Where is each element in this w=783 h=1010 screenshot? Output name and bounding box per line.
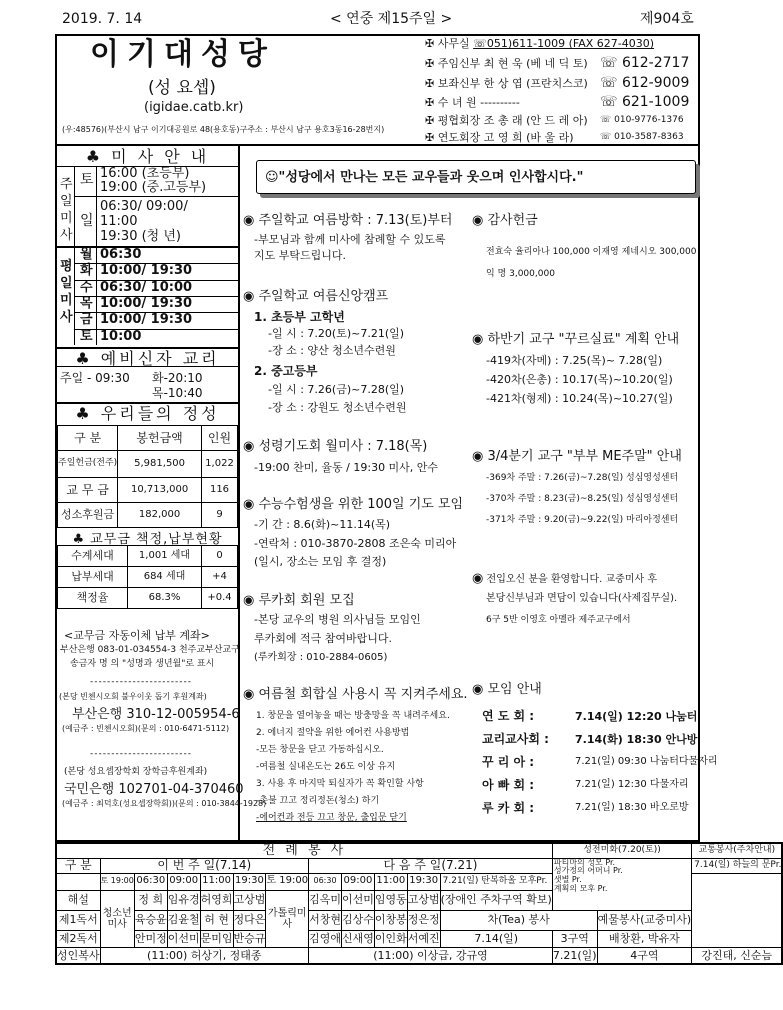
notice-line: -기 간 : 8.6(화)~11.14(목) (254, 518, 391, 531)
cross-icon: ✠ (425, 37, 435, 50)
meeting-name: 아 빠 회 : (482, 778, 535, 792)
bullet-icon: ◉ (243, 593, 255, 608)
bullet-icon: ◉ (472, 449, 484, 464)
cleaning-list: 파티마의 성모 Pr. 성가정의 어머니 Pr. 샛별 Pr. 계획의 모후 Pr. (552, 858, 691, 910)
contact-memorial-phone: ☏ 010-3587-8363 (600, 132, 684, 142)
next-youth-mass-label: 가톨릭미사 (266, 890, 309, 947)
contact-council: ✠ 평협회장 조 총 래 (안 드 레 아) (425, 114, 588, 127)
weekday-label: 목 (80, 295, 93, 311)
weekday-label: 화 (80, 263, 93, 279)
notice-title: ◉ 루카회 회원 모집 (243, 593, 355, 608)
notice-line: 1. 창문을 열어놓을 때는 방충망을 꼭 내려주세요. (256, 711, 450, 721)
cross-icon: ✠ (425, 96, 435, 109)
sun-label: 일 (80, 213, 94, 229)
weekday-mass-time: 10:00 (100, 328, 142, 344)
notice-line: (루카회장 : 010-2884-0605) (254, 652, 388, 663)
next-week-header: 다 음 주 일(7.21) (309, 858, 553, 873)
offering-header: ♣ 우리들의 정성 (57, 402, 238, 424)
notice-title: ◉ 감사헌금 (472, 213, 538, 228)
notice-subtitle: 2. 중고등부 (254, 364, 318, 378)
contact-council-phone: ☏ 010-9776-1376 (600, 115, 684, 125)
greeting-banner (256, 160, 696, 194)
notice-line: 2. 에너지 절약을 위한 에어컨 사용방법 (256, 728, 410, 738)
notice-line: -370차 주말 : 8.23(금)~8.25(일) 성심영성센터 (486, 494, 679, 504)
catechumen-header: ♣ 예비신자 교리 (57, 347, 238, 367)
notice-line: -본당 교우의 병원 의사님들 모임인 (254, 613, 421, 626)
meeting-name: 교리교사회 : (482, 732, 549, 746)
table-row: 납부세대 684 세대 +4 (58, 567, 238, 588)
notice-line: -371차 주말 : 9.20(금)~9.22(일) 마리아정센터 (486, 515, 679, 525)
mass-guide-header: ♣ 미 사 안 내 (57, 147, 238, 167)
weekday-mass-time: 10:00/ 19:30 (100, 312, 193, 328)
notice-title: ◉ 하반기 교구 "꾸르실료" 계획 안내 (472, 332, 680, 347)
notice-title: ◉ 전입오신 분을 환영합니다. 교중미사 후 (472, 571, 657, 586)
weekday-label: 토 (80, 328, 93, 344)
autopay-title: <교무금 자동이체 납부 계좌> (64, 629, 210, 642)
bullet-icon: ◉ (472, 682, 484, 697)
notice-line: 루카회에 적극 참여바랍니다. (254, 632, 393, 645)
issue-date: 2019. 7. 14 (62, 11, 143, 27)
notice-title: ◉ 주일학교 여름신앙캠프 (243, 289, 389, 304)
notice-title: ◉ 여름철 회합실 사용시 꼭 지켜주세요. (243, 687, 468, 702)
notice-line: -모든 창문을 닫고 가동하십시오. (256, 745, 384, 755)
bullet-icon: ◉ (243, 687, 255, 702)
weekday-label: 월 (80, 247, 93, 262)
contact-office: ✠ 사무실 ☏051)611-1009 (FAX 627-4030) (425, 37, 655, 50)
club-icon: ♣ (75, 404, 93, 423)
notice-line: -420차(은총) : 10.17(목)~10.20(일) (486, 373, 673, 386)
cross-icon: ✠ (425, 77, 435, 90)
bullet-icon: ◉ (472, 571, 484, 586)
contact-assistant-phone: ☏ 612-9009 (600, 75, 690, 91)
greeting-text: ☺"성당에서 만나는 모든 교우들과 웃으며 인사합시다." (265, 170, 584, 185)
notice-line: -일 시 : 7.20(토)~7.21(일) (268, 327, 405, 340)
meeting-name: 루 카 회 : (482, 801, 535, 815)
bullet-icon: ◉ (243, 289, 255, 304)
notice-title: ◉ 3/4분기 교구 "부부 ME주말" 안내 (472, 449, 682, 464)
this-week-header: 이 번 주 일(7.14) (100, 858, 309, 873)
contact-convent: ✠ 수 녀 원 ---------- (425, 96, 520, 109)
notice-title: ◉ 모임 안내 (472, 682, 542, 697)
scholarship-note: (예금주 : 최덕호(성요셉장학회))(문의 : 010-3844-1928) (62, 799, 267, 808)
table-row: 책정율 68.3% +0.4 (58, 588, 238, 609)
table-row: 성소후원금 182,000 9 (58, 503, 238, 528)
catechumen-time: 목-10:40 (152, 386, 203, 400)
notice-line: -부모님과 함께 미사에 참례할 수 있도록 (254, 233, 446, 246)
traffic-row: 7.21(일) 탄복하올 모후Pr. (440, 873, 552, 890)
sat-mass-time: 19:00 (중.고등부) (100, 180, 207, 195)
notice-subtitle: 1. 초등부 고학년 (254, 310, 345, 324)
notice-line: 지도 부탁드립니다. (254, 249, 347, 262)
weekday-label: 수 (80, 279, 93, 295)
traffic-row: 7.14(일) 하늘의 문Pr. (692, 858, 783, 873)
sun-mass-time: 11:00 (100, 214, 138, 229)
notice-line: 6구 5반 이영호 아멜라 제주교구에서 (486, 615, 631, 625)
autopay-note: 송금자 명 의 "성명과 생년월"로 표시 (70, 659, 215, 669)
table-row: 교 무 금 10,713,000 116 (58, 478, 238, 503)
cross-icon: ✠ (425, 114, 435, 127)
catechumen-time: 화-20:10 (152, 371, 203, 385)
bullet-icon: ◉ (243, 213, 255, 228)
scholarship-account: 국민은행 102701-04-370460 (64, 782, 244, 797)
sunday-mass-label: 주일미사 (60, 177, 73, 243)
notice-line: -19:00 찬미, 율동 / 19:30 미사, 안수 (254, 461, 439, 474)
club-icon: ♣ (85, 147, 104, 166)
sat-mass-time: 16:00 (초등부) (100, 166, 190, 181)
notice-line: -장 소 : 강원도 청소년수련원 (268, 401, 407, 414)
bullet-icon: ◉ (472, 332, 484, 347)
table-row: 수계세대 1,001 세대 0 (58, 546, 238, 567)
vincent-note: (예금주 : 빈첸시오회)(문의 : 010-6471-5112) (62, 724, 230, 733)
meeting-detail: 7.14(화) 18:30 안나방 (575, 733, 698, 746)
weekday-mass-time: 10:00/ 19:30 (100, 295, 193, 311)
notice-line: -일 시 : 7.26(금)~7.28(일) (268, 383, 405, 396)
contact-convent-phone: ☏ 621-1009 (600, 94, 690, 110)
cross-icon: ✠ (425, 57, 435, 70)
meeting-detail: 7.21(일) 09:30 나눔터다물자리 (575, 756, 718, 767)
bullet-icon: ◉ (472, 213, 484, 228)
notice-line: 3. 사용 후 마지막 퇴실자가 꼭 확인할 사항 (256, 779, 424, 789)
notice-line: 익 명 3,000,000 (486, 269, 555, 279)
sun-mass-time: 19:30 (청 년) (100, 229, 181, 244)
notice-title: ◉ 수능수험생을 위한 100일 기도 모임 (243, 497, 464, 512)
meeting-detail: 7.21(일) 18:30 바오로방 (575, 802, 689, 813)
bullet-icon: ◉ (243, 439, 255, 454)
sun-mass-time: 06:30/ 09:00/ (100, 199, 188, 214)
club-icon: ♣ (75, 349, 93, 368)
notice-line: -연락처 : 010-3870-2808 조은숙 미리아 (254, 537, 457, 550)
sat-label: 토 (80, 172, 94, 188)
dues-header: ♣ 교무금 책정,납부현황 (72, 532, 223, 547)
notice-line: -421차(형제) : 10.24(목)~10.27(일) (486, 392, 673, 405)
table-row: 주일헌금(전주) 5,981,500 1,022 (58, 451, 238, 478)
notice-line: -419차(자메) : 7.25(목)~ 7.28(일) (486, 354, 663, 367)
offering-table: 구 분 봉헌금액 인원 주일헌금(전주) 5,981,500 1,022 교 무 금 10,713,000 116 성소후원금 182,000 9 (57, 425, 238, 528)
catechumen-time: 주일 - 09:30 (60, 371, 130, 385)
contact-assistant: ✠ 보좌신부 한 상 엽 (프란치스코) (425, 77, 588, 90)
weekday-label: 금 (80, 312, 93, 328)
notice-line: -장 소 : 양산 청소년수련원 (268, 344, 396, 357)
meeting-detail: 7.14(일) 12:20 나눔터 (575, 710, 698, 723)
weekday-mass-label: 평일미사 (60, 259, 73, 325)
notice-line: -촛불 끄고 정리정돈(청소) 하기 (256, 796, 380, 806)
weekday-mass-time: 06:30 (100, 247, 142, 262)
bullet-icon: ◉ (243, 497, 255, 512)
contact-pastor: ✠ 주임신부 최 현 욱 (베 네 딕 토) (425, 57, 588, 70)
youth-mass-label: 청소년미사 (100, 890, 134, 947)
tea-title: 차(Tea) 봉사 (440, 910, 597, 930)
altar-server-label: 성인복사 (56, 947, 100, 964)
vincent-account: 부산은행 310-12-005954-6 (72, 707, 240, 722)
notice-line: -여름철 실내온도는 26도 이상 유지 (256, 762, 396, 772)
notice-line: -369차 주말 : 7.26(금)~7.28(일) 성심영성센터 (486, 473, 679, 483)
scholarship-account-title: (본당 성요셉장학회 장학금후원계좌) (64, 767, 208, 777)
traffic-title: 교통봉사(주차안내) (692, 843, 783, 858)
weekday-mass-time: 10:00/ 19:30 (100, 263, 193, 279)
notice-line: 본당신부님과 면담이 있습니다(사제집무실). (486, 593, 678, 604)
autopay-account: 부산은행 083-01-034554-3 천주교부산교구 (60, 645, 240, 655)
disabled-parking-note: (장애인 주차구역 확보) (440, 890, 552, 910)
service-title: 전 례 봉 사 (56, 843, 552, 858)
issue-number: 제904호 (640, 11, 694, 27)
meeting-detail: 7.21(일) 12:30 다물자리 (575, 779, 689, 790)
cleaning-title: 성전미화(7.20(토)) (552, 843, 691, 858)
club-icon: ♣ (72, 532, 86, 547)
parish-patron: (성 요셉) (148, 78, 216, 98)
notice-line: -에어컨과 전등 끄고 창문, 출입문 닫기 (256, 813, 407, 823)
contact-pastor-phone: ☏ 612-2717 (600, 55, 690, 71)
parish-name: 이기대성당 (90, 37, 275, 72)
service-table: 전 례 봉 사 성전미화(7.20(토)) 교통봉사(주차안내) 구 분 이 번 주 일(7.14) 다 음 주 일(7.21) 파티마의 성모 Pr. 성가정의 어머니 Pr. 샛별 Pr. 계획의 모후 Pr. 7.14(일) 하늘의 문Pr. 토 19:00 06:30 09:00 11:00 19:30 토 19:00 06:30 09:00 11:00 19:30 7.21(일) 탄복하올 모후Pr. 해설 청소년미사 정 희 임유경 허영희 고상범 가톨릭미사 김옥미 이선미 임영동 고상범 (장애인 주차구역 확보) 제1독서 육승윤 김윤철 허 현 정다은 서창현 김상수 이창봉 정은정 차(Tea) 봉사 예물봉사(교중미사) 제2독서 안미정 이선미 문미임 반승규 김영애 신새영 이인화 서예진 7.14(일) 3구역 배창환, 박유자 성인복사 (11:00) 허상기, 정태종 (11:00) 이상급, 강규영 7.21(일) 4구역 강진태, 신순늠 (55, 842, 783, 965)
notice-title: ◉ 주일학교 여름방학 : 7.13(토)부터 (243, 213, 453, 228)
vincent-account-title: (본당 빈첸시오회 불우이웃 돕기 후원계좌) (59, 692, 207, 701)
weekday-mass-time: 06:30/ 10:00 (100, 279, 193, 295)
contact-memorial: ✠ 연도회장 고 영 희 (바 울 라) (425, 131, 574, 144)
notice-line: (일시, 장소는 모임 후 결정) (254, 555, 387, 568)
meeting-name: 꾸 리 아 : (482, 755, 535, 769)
meeting-name: 연 도 회 : (482, 709, 535, 723)
liturgical-week: < 연중 제15주일 > (330, 11, 453, 27)
parish-url: (igidae.catb.kr) (144, 100, 244, 115)
notice-line: 전효숙 율리아나 100,000 이재영 제네시오 300,000 (486, 247, 697, 257)
parish-address: (우:48576)(부산시 남구 이기대공원로 48(용호동)구주소 : 부산시 남구 용호3동16-28번지) (62, 125, 385, 134)
cross-icon: ✠ (425, 131, 435, 144)
dues-table (57, 545, 238, 609)
offering-service-title: 예물봉사(교중미사) (597, 910, 692, 930)
notice-title: ◉ 성령기도회 월미사 : 7.18(목) (243, 439, 428, 454)
